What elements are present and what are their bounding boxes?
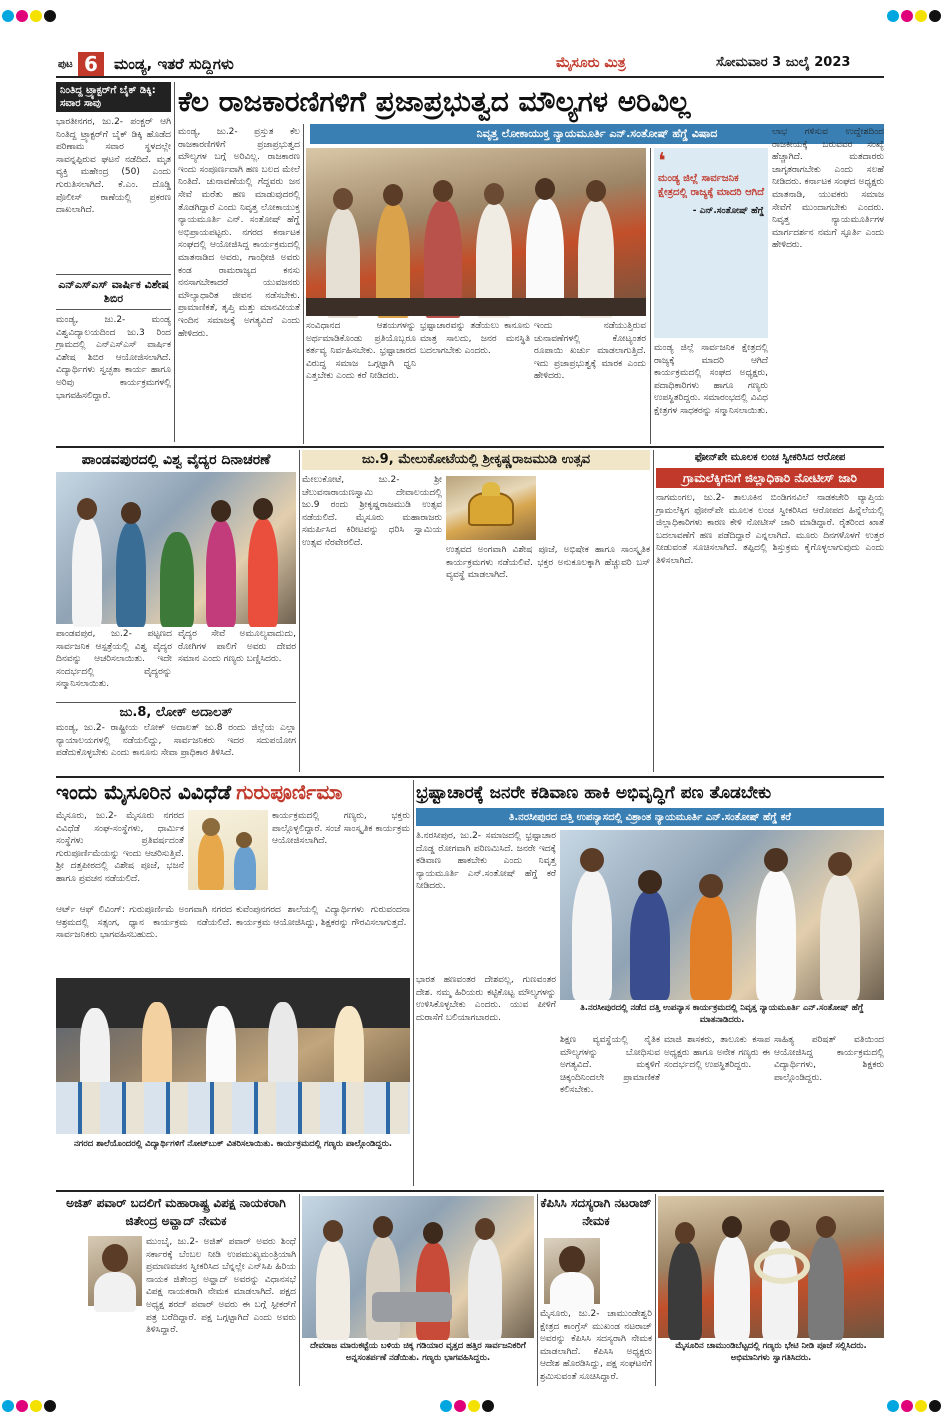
- utsava-headline: ಜು.9, ಮೇಲುಕೋಟೆಯಲ್ಲಿ ಶ್ರೀಕೃಷ್ಣರಾಜಮುಡಿ ಉತ್ಸವ: [302, 450, 650, 470]
- doctors-headline: ಪಾಂಡವಪುರದಲ್ಲಿ ವಿಶ್ವ ವೈದ್ಯರ ದಿನಾಚರಣೆ: [81, 452, 271, 468]
- corruption-photo-caption: ತಿ.ನರಸೀಪುರದಲ್ಲಿ ನಡೆದ ದತ್ತಿ ಉಪನ್ಯಾಸ ಕಾರ್ಯಕ್ರಮದಲ್ಲಿ ನಿವೃತ್ತ ನ್ಯಾಯಮೂರ್ತಿ ಎನ್.ಸಂತೋಷ್ ಹೆಗ್ಡೆ ಮಾತನಾಡಿದರು.: [580, 1003, 864, 1025]
- lead-quote-box: [654, 148, 768, 338]
- guru-illustration: [188, 810, 268, 890]
- guru-headline-plain: ಇಂದು ಮೈಸೂರಿನ ವಿವಿಧೆಡೆ: [56, 780, 232, 804]
- doctors-body1: ಪಾಂಡವಪುರ, ಜು.2- ಪಟ್ಟಣದ ಸಾರ್ವಜನಿಕ ಆಸ್ಪತ್ರೆಯಲ್ಲಿ ವಿಶ್ವ ವೈದ್ಯರ ದಿನವನ್ನು ಆಚರಿಸಲಾಯಿತು. ಇದೇ ಸಂದರ್ಭದಲ್ಲಿ ವೈದ್ಯರನ್ನು ಸನ್ಮಾನಿಸಲಾಯಿತು.: [56, 629, 175, 690]
- lead-col4: ಇಂದು ನಡೆಯುತ್ತಿರುವ ಚುನಾವಣೆಗಳಲ್ಲಿ ಕೋಟ್ಯಂತರ ರೂಪಾಯಿ ಖರ್ಚು ಮಾಡಲಾಗುತ್ತಿದೆ. ಇದು ಪ್ರಜಾಪ್ರಭುತ್ವಕ್ಕೆ ಮಾರಕ ಎಂದು ಹೇಳಿದರು.: [534, 321, 649, 382]
- corruption-col3: ಮಾಜಿ ಶಾಸಕರು, ತಾಲೂಕು ಕಸಾಪ ಅಧ್ಯಕ್ಷರು ಹಾಗೂ ಅನೇಕ ಗಣ್ಯರು ಈ ಸಂದರ್ಭದಲ್ಲಿ ಉಪಸ್ಥಿತರಿದ್ದರು.: [664, 1035, 773, 1071]
- guru-body1: ಮೈಸೂರು, ಜು.2- ಮೈಸೂರು ನಗರದ ವಿವಿಧೆಡೆ ಸಂಘ-ಸಂಸ್ಥೆಗಳು, ಧಾರ್ಮಿಕ ಸಂಸ್ಥೆಗಳು ಪ್ರತಿವರ್ಷದಂತೆ ಗುರುಪೂರ್ಣಿಮೆಯನ್ನು ಇಂದು ಆಚರಿಸುತ್ತಿವೆ. ಶ್ರೀ ದತ್ತಪೀಠದಲ್ಲಿ ವಿಶೇಷ ಪೂಜೆ, ಭಜನೆ ಹಾಗೂ ಪ್ರವಚನ ನಡೆಯಲಿದೆ.: [56, 811, 187, 884]
- lead-col3: ಭ್ರಷ್ಟಾಚಾರವನ್ನು ತಡೆಯಲು ಕಾನೂನು ಮಾತ್ರ ಸಾಲದು, ಜನರ ಮನಸ್ಥಿತಿ ಬದಲಾಗಬೇಕು ಎಂದರು.: [420, 321, 533, 357]
- lead-col1: ಮಂಡ್ಯ, ಜು.2- ಪ್ರಸ್ತುತ ಕೆಲ ರಾಜಕಾರಣಿಗಳಿಗೆ ಪ್ರಜಾಪ್ರಭುತ್ವದ ಮೌಲ್ಯಗಳ ಬಗ್ಗೆ ಅರಿವಿಲ್ಲ. ರಾಜಕಾರಣ ಇಂದು ಸಂಪೂರ್ಣವಾಗಿ ಹಣ ಬಲದ ಮೇಲೆ ನಿಂತಿದೆ. ಚುನಾವಣೆಯಲ್ಲಿ ಗೆದ್ದವರು ಜನ ಸೇವೆ ಮರೆತು ಹಣ ಮಾಡುವುದರಲ್ಲಿ ತೊಡಗಿದ್ದಾರೆ ಎಂದು ನಿವೃತ್ತ ಲೋಕಾಯುಕ್ತ ನ್ಯಾಯಮೂರ್ತಿ ಎನ್. ಸಂತೋಷ್ ಹೆಗ್ಡೆ ಅಭಿಪ್ರಾಯಪಟ್ಟರು. ನಗರದ ಕರ್ನಾಟಕ ಸಂಘದಲ್ಲಿ ಆಯೋಜಿಸಿದ್ದ ಕಾರ್ಯಕ್ರಮದಲ್ಲಿ ಮಾತನಾಡಿದ ಅವರು, ಗಾಂಧೀಜಿ ಅವರು ಕಂಡ ರಾಮರಾಜ್ಯದ ಕನಸು ನನಸಾಗಬೇಕಾದರೆ ಯುವಜನರು ಮೌಲ್ಯಾಧಾರಿತ ಜೀವನ ನಡೆಸಬೇಕು. ಪ್ರಾಮಾಣಿಕತೆ, ತೃಪ್ತಿ ಮತ್ತು ಮಾನವೀಯತೆ ಇಂದಿನ ಸಮಾಜಕ್ಕೆ ಅಗತ್ಯವಿದೆ ಎಂದು ಹೇಳಿದರು.: [178, 127, 303, 339]
- paper-name: ಮೈಸೂರು ಮಿತ್ರ: [556, 55, 626, 71]
- nss-headline: ಎನ್‌ಎಸ್‌ಎಸ್ ವಾರ್ಷಿಕ ವಿಶೇಷ ಶಿಬಿರ: [56, 274, 171, 310]
- notice-headline: ಗ್ರಾಮಲೆಕ್ಕಿಗನಿಗೆ ಜಿಲ್ಲಾಧಿಕಾರಿ ನೋಟೀಸ್ ಜಾರಿ: [656, 468, 884, 488]
- utsava-body1: ಮೇಲುಕೋಟೆ, ಜು.2- ಶ್ರೀ ಚೆಲುವನಾರಾಯಣಸ್ವಾಮಿ ದೇವಾಲಯದಲ್ಲಿ ಜು.9 ರಂದು ಶ್ರೀಕೃಷ್ಣರಾಜಮುಡಿ ಉತ್ಸವ ನಡೆಯಲಿದೆ. ಮೈಸೂರು ಮಹಾರಾಜರು ಸಮರ್ಪಿಸಿದ ಕಿರೀಟವನ್ನು ಧರಿಸಿ ಸ್ವಾಮಿಯ ಉತ್ಸವ ನೆರವೇರಲಿದೆ.: [302, 475, 445, 548]
- kpcc-headline: ಕೆಪಿಸಿಸಿ ಸದಸ್ಯರಾಗಿ ನಟರಾಜ್ ನೇಮಕ: [540, 1196, 652, 1228]
- page-label: ಪುಟ: [58, 59, 73, 70]
- lead-col2: ಸಂವಿಧಾನದ ಆಶಯಗಳನ್ನು ಅರ್ಥಮಾಡಿಕೊಂಡು ಪ್ರತಿಯೊಬ್ಬರೂ ಕರ್ತವ್ಯ ನಿರ್ವಹಿಸಬೇಕು. ಭ್ರಷ್ಟಾಚಾರದ ವಿರುದ್ಧ ಸಮಾಜ ಒಗ್ಗಟ್ಟಾಗಿ ಧ್ವನಿ ಎತ್ತಬೇಕು ಎಂದು ಕರೆ ನೀಡಿದರು.: [306, 321, 419, 382]
- natraj-photo: [544, 1238, 600, 1304]
- lead-col6: ಲಾಭ ಗಳಿಸುವ ಉದ್ದೇಶದಿಂದ ರಾಜಕೀಯಕ್ಕೆ ಬರುವವರ ಸಂಖ್ಯೆ ಹೆಚ್ಚಾಗಿದೆ. ಮತದಾರರು ಜಾಗೃತರಾಗಬೇಕು ಎಂದು ಸಲಹೆ ನೀಡಿದರು. ಕರ್ನಾಟಕ ಸಂಘದ ಅಧ್ಯಕ್ಷರು ಮಾತನಾಡಿ, ಯುವಕರು ಸಮಾಜ ಸೇವೆಗೆ ಮುಂದಾಗಬೇಕು ಎಂದರು. ನಿವೃತ್ತ ನ್ಯಾಯಮೂರ್ತಿಗಳ ಮಾರ್ಗದರ್ಶನ ನಮಗೆ ಸ್ಫೂರ್ತಿ ಎಂದು ಹೇಳಿದರು.: [772, 127, 887, 251]
- annadana-photo: [302, 1196, 534, 1338]
- section-title: ಮಂಡ್ಯ, ಇತರೆ ಸುದ್ದಿಗಳು: [114, 55, 234, 73]
- corruption-headline: ಭ್ರಷ್ಟಾಚಾರಕ್ಕೆ ಜನರೇ ಕಡಿವಾಣ ಹಾಕಿ ಅಭಿವೃದ್ಧಿಗೆ ಪಣ ತೊಡಬೇಕು: [416, 783, 772, 803]
- guru-headline-red: ಗುರುಪೂರ್ಣಿಮಾ: [236, 780, 343, 804]
- notice-kicker: ಫೋನ್‌ಪೇ ಮೂಲಕ ಲಂಚ ಸ್ವೀಕರಿಸಿದ ಆರೋಪ: [694, 452, 846, 463]
- corruption-body1: ತಿ.ನರಸೀಪುರ, ಜು.2- ಸಮಾಜದಲ್ಲಿ ಭ್ರಷ್ಟಾಚಾರ ದೊಡ್ಡ ರೋಗವಾಗಿ ಪರಿಣಮಿಸಿದೆ. ಜನರೇ ಇದಕ್ಕೆ ಕಡಿವಾಣ ಹಾಕಬೇಕು ಎಂದು ನಿವೃತ್ತ ನ್ಯಾಯಮೂರ್ತಿ ಎನ್.ಸಂತೋಷ್ ಹೆಗ್ಡೆ ಕರೆ ನೀಡಿದರು.: [416, 831, 559, 892]
- notice-body: ನಾಗಮಂಗಲ, ಜು.2- ತಾಲೂಕಿನ ಬಿಂಡಿಗನವಿಲೆ ನಾಡಕಚೇರಿ ವ್ಯಾಪ್ತಿಯ ಗ್ರಾಮಲೆಕ್ಕಿಗ ಫೋನ್‌ಪೇ ಮೂಲಕ ಲಂಚ ಸ್ವೀಕರಿಸಿದ ಆರೋಪದ ಹಿನ್ನೆಲೆಯಲ್ಲಿ ಜಿಲ್ಲಾಧಿಕಾರಿಗಳು ಕಾರಣ ಕೇಳಿ ನೋಟೀಸ್ ಜಾರಿ ಮಾಡಿದ್ದಾರೆ. ರೈತರಿಂದ ಖಾತೆ ಬದಲಾವಣೆಗೆ ಹಣ ಪಡೆದಿದ್ದಾರೆ ಎನ್ನಲಾಗಿದೆ. ಮೂರು ದಿನಗಳೊಳಗೆ ಉತ್ತರ ನೀಡುವಂತೆ ಸೂಚಿಸಲಾಗಿದೆ. ತಪ್ಪಿದಲ್ಲಿ ಶಿಸ್ತುಕ್ರಮ ಕೈಗೊಳ್ಳಲಾಗುವುದು ಎಂದು ತಿಳಿಸಲಾಗಿದೆ.: [656, 493, 887, 566]
- lead-photo: [306, 148, 646, 316]
- lead-headline: ಕೆಲ ರಾಜಕಾರಣಿಗಳಿಗೆ ಪ್ರಜಾಪ್ರಭುತ್ವದ ಮೌಲ್ಯಗಳ ಅರಿವಿಲ್ಲ: [178, 85, 691, 118]
- corruption-subhead: ತಿ.ನರಸೀಪುರದ ದತ್ತಿ ಉಪನ್ಯಾಸದಲ್ಲಿ ವಿಶ್ರಾಂತ ನ್ಯಾಯಮೂರ್ತಿ ಎನ್.ಸಂತೋಷ್ ಹೆಗ್ಡೆ ಕರೆ: [416, 808, 884, 826]
- nss-body: ಮಂಡ್ಯ, ಜು.2- ಮಂಡ್ಯ ವಿಶ್ವವಿದ್ಯಾಲಯದಿಂದ ಜು.3 ರಿಂದ ಗ್ರಾಮದಲ್ಲಿ ಎನ್‌ಎಸ್‌ಎಸ್ ವಾರ್ಷಿಕ ವಿಶೇಷ ಶಿಬಿರ ಆಯೋಜಿಸಲಾಗಿದೆ. ವಿದ್ಯಾರ್ಥಿಗಳು ಸ್ವಚ್ಛತಾ ಕಾರ್ಯ ಹಾಗೂ ಅರಿವು ಕಾರ್ಯಕ್ರಮಗಳಲ್ಲಿ ಭಾಗವಹಿಸಲಿದ್ದಾರೆ.: [56, 315, 174, 401]
- school-photo: [56, 978, 410, 1134]
- school-photo-caption: ನಗರದ ಶಾಲೆಯೊಂದರಲ್ಲಿ ವಿದ್ಯಾರ್ಥಿಗಳಿಗೆ ನೋಟ್‌ಬುಕ್ ವಿತರಿಸಲಾಯಿತು. ಕಾರ್ಯಕ್ರಮದಲ್ಲಿ ಗಣ್ಯರು ಪಾಲ್ಗೊಂಡಿದ್ದರು.: [73, 1139, 393, 1149]
- lok-adalat-body: ಮಂಡ್ಯ, ಜು.2- ರಾಷ್ಟ್ರೀಯ ಲೋಕ್ ಅದಾಲತ್ ಜು.8 ರಂದು ಜಿಲ್ಲೆಯ ಎಲ್ಲಾ ನ್ಯಾಯಾಲಯಗಳಲ್ಲಿ ನಡೆಯಲಿದ್ದು, ಸಾರ್ವಜನಿಕರು ಇದರ ಸದುಪಯೋಗ ಪಡೆದುಕೊಳ್ಳಬೇಕು ಎಂದು ಕಾನೂನು ಸೇವಾ ಪ್ರಾಧಿಕಾರ ತಿಳಿಸಿದೆ.: [56, 723, 299, 759]
- guru-body4: ಕುವೆಂಪುನಗರದ ಶಾಲೆಯಲ್ಲಿ ವಿದ್ಯಾರ್ಥಿಗಳು ಗುರುವಂದನಾ ಕಾರ್ಯಕ್ರಮ ಆಯೋಜಿಸಿದ್ದು, ಶಿಕ್ಷಕರನ್ನು ಗೌರವಿಸಲಾಗುತ್ತದೆ.: [236, 905, 413, 928]
- masthead: [56, 52, 884, 78]
- annadana-caption: ದೇವರಾಜ ಮಾರುಕಟ್ಟೆಯ ಬಳಿಯ ಚಿಕ್ಕ ಗಡಿಯಾರ ವೃತ್ತದ ಹತ್ತಿರ ಸಾರ್ವಜನಿಕರಿಗೆ ಅನ್ನಸಂತರ್ಪಣೆ ನಡೆಯಿತು. ಗಣ್ಯರು ಭಾಗವಹಿಸಿದ್ದರು.: [310, 1341, 526, 1363]
- guru-body3: ಆರ್ಟ್ ಆಫ್ ಲಿವಿಂಗ್: ಗುರುಪೂರ್ಣಿಮೆ ಅಂಗವಾಗಿ ನಗರದ ಆಶ್ರಮದಲ್ಲಿ ಸತ್ಸಂಗ, ಧ್ಯಾನ ಕಾರ್ಯಕ್ರಮ ನಡೆಯಲಿದೆ. ಸಾರ್ವಜನಿಕರು ಭಾಗವಹಿಸಬಹುದು.: [56, 905, 235, 941]
- ajit-photo: [88, 1236, 142, 1306]
- corruption-photo: [560, 830, 884, 1000]
- corruption-col1: ಭಾರತ ಹಣವಂತರ ದೇಶವಲ್ಲ, ಗುಣವಂತರ ದೇಶ. ನಮ್ಮ ಹಿರಿಯರು ಕಟ್ಟಿಕೊಟ್ಟ ಮೌಲ್ಯಗಳನ್ನು ಉಳಿಸಿಕೊಳ್ಳಬೇಕು ಎಂದರು. ಯುವ ಪೀಳಿಗೆ ದುರಾಸೆಗೆ ಬಲಿಯಾಗಬಾರದು.: [416, 975, 559, 1023]
- lead-byline: - ಎನ್.ಸಂತೋಷ್ ಹೆಗ್ಡೆ: [692, 206, 764, 216]
- lead-subhead: ನಿವೃತ್ತ ಲೋಕಾಯುಕ್ತ ನ್ಯಾಯಮೂರ್ತಿ ಎನ್.ಸಂತೋಷ್ ಹೆಗ್ಡೆ ವಿಷಾದ: [310, 124, 884, 144]
- corruption-col4: ಸಾಹಿತ್ಯ ಪರಿಷತ್ ವತಿಯಿಂದ ಆಯೋಜಿಸಿದ್ದ ಕಾರ್ಯಕ್ರಮದಲ್ಲಿ ವಿದ್ಯಾರ್ಥಿಗಳು, ಶಿಕ್ಷಕರು ಪಾಲ್ಗೊಂಡಿದ್ದರು.: [774, 1035, 887, 1083]
- ajit-body: ಮುಂಬೈ, ಜು.2- ಅಜಿತ್ ಪವಾರ್ ಅವರು ಶಿಂಧೆ ಸರ್ಕಾರಕ್ಕೆ ಬೆಂಬಲ ನೀಡಿ ಉಪಮುಖ್ಯಮಂತ್ರಿಯಾಗಿ ಪ್ರಮಾಣವಚನ ಸ್ವೀಕರಿಸಿದ ಬೆನ್ನಲ್ಲೇ ಎನ್‌ಸಿಪಿ ಹಿರಿಯ ನಾಯಕ ಜಿತೇಂದ್ರ ಅವ್ಹಾದ್ ಅವರನ್ನು ವಿಧಾನಸಭೆ ವಿಪಕ್ಷ ನಾಯಕರಾಗಿ ನೇಮಕ ಮಾಡಲಾಗಿದೆ. ಪಕ್ಷದ ಅಧ್ಯಕ್ಷ ಶರದ್ ಪವಾರ್ ಅವರು ಈ ಬಗ್ಗೆ ಸ್ಪೀಕರ್‌ಗೆ ಪತ್ರ ಬರೆದಿದ್ದಾರೆ. ಪಕ್ಷ ಒಗ್ಗಟ್ಟಾಗಿದೆ ಎಂದು ಅವರು ತಿಳಿಸಿದ್ದಾರೆ.: [146, 1237, 299, 1336]
- guru-headline: [56, 780, 426, 806]
- guru-body2: ಕಾರ್ಯಕ್ರಮದಲ್ಲಿ ಗಣ್ಯರು, ಭಕ್ತರು ಪಾಲ್ಗೊಳ್ಳಲಿದ್ದಾರೆ. ಸಂಜೆ ಸಾಂಸ್ಕೃತಿಕ ಕಾರ್ಯಕ್ರಮ ಆಯೋಜಿಸಲಾಗಿದೆ.: [272, 811, 413, 847]
- lead-col5: ಮಂಡ್ಯ ಜಿಲ್ಲೆ ಸಾರ್ವಜನಿಕ ಕ್ಷೇತ್ರದಲ್ಲಿ ರಾಜ್ಯಕ್ಕೆ ಮಾದರಿ ಆಗಿದೆ ಕಾರ್ಯಕ್ರಮದಲ್ಲಿ ಸಂಘದ ಅಧ್ಯಕ್ಷರು, ಪದಾಧಿಕಾರಿಗಳು ಹಾಗೂ ಗಣ್ಯರು ಉಪಸ್ಥಿತರಿದ್ದರು. ಸಮಾರಂಭದಲ್ಲಿ ವಿವಿಧ ಕ್ಷೇತ್ರಗಳ ಸಾಧಕರನ್ನು ಸನ್ಮಾನಿಸಲಾಯಿತು.: [654, 343, 771, 416]
- accident-story: [56, 82, 174, 427]
- page-number: 6: [78, 52, 104, 76]
- welcome-photo: [658, 1196, 884, 1338]
- crown-photo: [446, 476, 536, 540]
- lok-adalat-headline: ಜು.8, ಲೋಕ್ ಅದಾಲತ್: [119, 705, 233, 720]
- lead-quote: ಮಂಡ್ಯ ಜಿಲ್ಲೆ ಸಾರ್ವಜನಿಕ ಕ್ಷೇತ್ರದಲ್ಲಿ ರಾಜ್ಯಕ್ಕೆ ಮಾದರಿ ಆಗಿದೆ: [658, 173, 764, 198]
- accident-body: ಭಾರತೀನಗರ, ಜು.2- ಪಂಕ್ಚರ್ ಆಗಿ ನಿಂತಿದ್ದ ಟ್ರ್ಯಾಕ್ಟರ್‌ಗೆ ಬೈಕ್ ಡಿಕ್ಕಿ ಹೊಡೆದ ಪರಿಣಾಮ ಸವಾರ ಸ್ಥಳದಲ್ಲೇ ಸಾವನ್ನಪ್ಪಿರುವ ಘಟನೆ ನಡೆದಿದೆ. ಮೃತ ವ್ಯಕ್ತಿ ಮಹೇಂದ್ರ (50) ಎಂದು ಗುರುತಿಸಲಾಗಿದೆ. ಕೆ.ಎಂ. ದೊಡ್ಡಿ ಪೊಲೀಸ್ ಠಾಣೆಯಲ್ಲಿ ಪ್ರಕರಣ ದಾಖಲಾಗಿದೆ.: [56, 117, 174, 216]
- accident-headline: ನಿಂತಿದ್ದ ಟ್ರ್ಯಾಕ್ಟರ್‌ಗೆ ಬೈಕ್ ಡಿಕ್ಕಿ: ಸವಾರ ಸಾವು: [56, 82, 171, 112]
- doctors-body2: ವೈದ್ಯರ ಸೇವೆ ಅಮೂಲ್ಯವಾದುದು, ರೋಗಿಗಳ ಪಾಲಿಗೆ ಅವರು ದೇವರ ಸಮಾನ ಎಂದು ಗಣ್ಯರು ಬಣ್ಣಿಸಿದರು.: [178, 629, 299, 665]
- issue-date: ಸೋಮವಾರ 3 ಜುಲೈ 2023: [716, 55, 851, 70]
- kpcc-body: ಮೈಸೂರು, ಜು.2- ಚಾಮುಂಡೇಶ್ವರಿ ಕ್ಷೇತ್ರದ ಕಾಂಗ್ರೆಸ್ ಮುಖಂಡ ನಟರಾಜ್ ಅವರನ್ನು ಕೆಪಿಸಿಸಿ ಸದಸ್ಯರಾಗಿ ನೇಮಕ ಮಾಡಲಾಗಿದೆ. ಕೆಪಿಸಿಸಿ ಅಧ್ಯಕ್ಷರು ಆದೇಶ ಹೊರಡಿಸಿದ್ದು, ಪಕ್ಷ ಸಂಘಟನೆಗೆ ಶ್ರಮಿಸುವಂತೆ ಸೂಚಿಸಿದ್ದಾರೆ.: [540, 1309, 655, 1382]
- corruption-col2: ಶಿಕ್ಷಣ ವ್ಯವಸ್ಥೆಯಲ್ಲಿ ನೈತಿಕ ಮೌಲ್ಯಗಳನ್ನು ಬೋಧಿಸುವ ಅಗತ್ಯವಿದೆ. ಮಕ್ಕಳಿಗೆ ಚಿಕ್ಕಂದಿನಿಂದಲೇ ಪ್ರಾಮಾಣಿಕತೆ ಕಲಿಸಬೇಕು.: [560, 1035, 663, 1096]
- kpcc-body-continued: [604, 1238, 652, 1304]
- utsava-body2: ಉತ್ಸವದ ಅಂಗವಾಗಿ ವಿಶೇಷ ಪೂಜೆ, ಅಭಿಷೇಕ ಹಾಗೂ ಸಾಂಸ್ಕೃತಿಕ ಕಾರ್ಯಕ್ರಮಗಳು ನಡೆಯಲಿವೆ. ಭಕ್ತರ ಅನುಕೂಲಕ್ಕಾಗಿ ಹೆಚ್ಚುವರಿ ಬಸ್ ವ್ಯವಸ್ಥೆ ಮಾಡಲಾಗಿದೆ.: [446, 545, 653, 581]
- ajit-headline: ಅಜಿತ್ ಪವಾರ್ ಬದಲಿಗೆ ಮಹಾರಾಷ್ಟ್ರ ವಿಪಕ್ಷ ನಾಯಕರಾಗಿ ಜಿತೇಂದ್ರ ಅವ್ಹಾದ್ ನೇಮಕ: [66, 1196, 286, 1228]
- doctors-photo: [56, 472, 296, 624]
- welcome-caption: ಮೈಸೂರಿನ ಚಾಮುಂಡಿಬೆಟ್ಟದಲ್ಲಿ ಗಣ್ಯರು ಭೇಟಿ ನೀಡಿ ಪೂಜೆ ಸಲ್ಲಿಸಿದರು. ಅಭಿಮಾನಿಗಳು ಸ್ವಾಗತಿಸಿದರು.: [675, 1341, 867, 1363]
- quote-mark-icon: ❛: [658, 149, 666, 174]
